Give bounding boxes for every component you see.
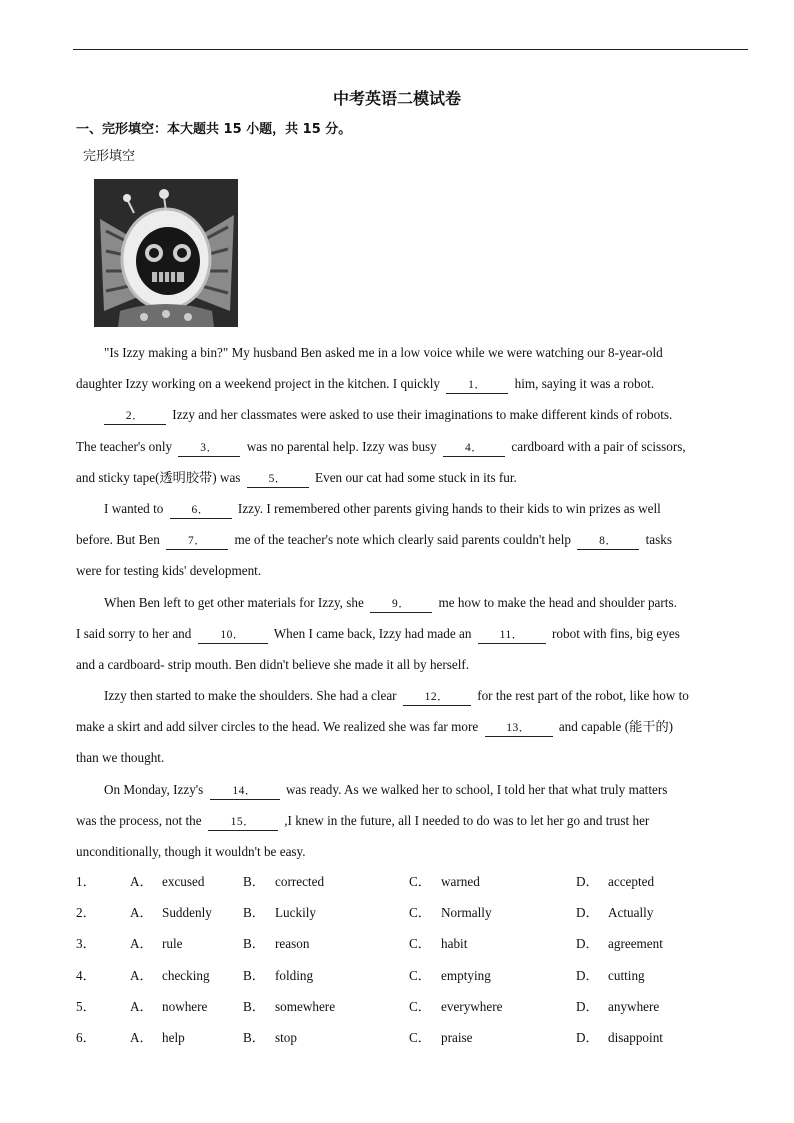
option-d[interactable] (576, 991, 659, 1022)
option-c[interactable] (409, 960, 491, 991)
option-b[interactable] (243, 928, 309, 959)
blank-8[interactable]: 8． (577, 534, 639, 550)
option-c[interactable] (409, 991, 503, 1022)
passage-text: were for testing kids' development. (76, 563, 262, 579)
option-letter: D． (576, 998, 599, 1014)
option-text: somewhere (275, 998, 336, 1014)
option-d[interactable] (576, 897, 653, 928)
passage-text: me how to make the head and shoulder parts. (438, 594, 677, 610)
passage-text: was ready. As we walked her to school, I told her that what truly matters (285, 781, 668, 797)
option-text: excused (162, 874, 205, 889)
option-text: corrected (275, 874, 325, 889)
passage-text: Izzy then started to make the shoulders. She had a clear (104, 688, 397, 704)
passage-line (76, 587, 748, 618)
passage-text: The teacher's only (76, 438, 173, 454)
option-text: folding (275, 967, 314, 983)
blank-4[interactable]: 4． (443, 441, 505, 457)
passage-text: before. But Ben (76, 532, 160, 548)
passage-text: me of the teacher's note which clearly said parents couldn't help (234, 532, 571, 548)
option-text: warned (441, 874, 480, 889)
option-c[interactable] (409, 928, 467, 959)
passage-text: tasks (645, 532, 672, 548)
passage-text: was the process, not the (76, 812, 202, 828)
option-letter: A． (130, 874, 153, 889)
blank-14[interactable]: 14． (210, 784, 280, 800)
passage-text: him, saying it was a robot. (514, 376, 655, 392)
header-rule (73, 49, 748, 50)
option-text: checking (162, 967, 210, 983)
option-text: Luckily (275, 905, 317, 921)
passage-line (76, 555, 748, 586)
passage-line (76, 649, 748, 680)
option-d[interactable] (576, 960, 645, 991)
passage-line (76, 462, 748, 493)
passage-line (76, 368, 748, 399)
option-text: cutting (608, 967, 645, 983)
option-text: reason (275, 936, 310, 952)
option-letter: A． (130, 905, 153, 921)
option-d[interactable] (576, 866, 654, 897)
option-text: Actually (608, 905, 654, 921)
passage-line (76, 337, 748, 368)
option-letter: A． (130, 998, 153, 1014)
option-letter: C． (409, 998, 431, 1014)
question-number: 3． (76, 936, 96, 952)
passage-line (76, 774, 748, 805)
question-2-options (76, 897, 748, 928)
passage-text: I wanted to (104, 500, 164, 516)
passage-text: was no parental help. Izzy was busy (246, 438, 437, 454)
cloze-passage (76, 337, 748, 867)
option-text: praise (441, 1029, 473, 1045)
question-6-options (76, 1022, 748, 1053)
question-5-options (76, 991, 748, 1022)
option-letter: B． (243, 998, 265, 1014)
passage-text: for the rest part of the robot, like how to (477, 688, 689, 704)
blank-6[interactable]: 6． (170, 503, 232, 519)
passage-text: robot with fins, big eyes (552, 625, 680, 641)
option-letter: D． (576, 874, 599, 889)
option-b[interactable] (243, 866, 324, 897)
option-text: emptying (441, 967, 491, 983)
option-text: disappoint (608, 1029, 663, 1045)
passage-text: Izzy. I remembered other parents giving hands to their kids to win prizes as well (237, 500, 661, 516)
blank-10[interactable]: 10． (198, 628, 268, 644)
passage-line (76, 399, 748, 430)
page-title: 中考英语二模试卷 (332, 89, 461, 108)
question-number: 6． (76, 1029, 96, 1045)
passage-line (76, 836, 748, 867)
option-a[interactable] (130, 897, 212, 928)
question-number: 2． (76, 905, 96, 921)
option-letter: D． (576, 967, 599, 983)
option-letter: D． (576, 1029, 599, 1045)
option-letter: D． (576, 905, 599, 921)
option-letter: A． (130, 967, 153, 983)
blank-7[interactable]: 7． (166, 534, 228, 550)
option-letter: A． (130, 936, 153, 952)
option-letter: B． (243, 1029, 265, 1045)
option-a[interactable] (130, 1022, 185, 1053)
option-text: habit (441, 936, 468, 952)
question-number: 5． (76, 998, 96, 1014)
option-d[interactable] (576, 1022, 663, 1053)
option-c[interactable] (409, 866, 480, 897)
option-letter: C． (409, 1029, 431, 1045)
robot-photo (94, 179, 238, 327)
option-text: everywhere (441, 998, 503, 1014)
option-b[interactable] (243, 897, 316, 928)
option-text: Normally (441, 905, 492, 921)
option-letter: C． (409, 874, 431, 889)
option-text: Suddenly (162, 905, 212, 921)
question-1-options (76, 866, 748, 897)
option-a[interactable] (130, 928, 183, 959)
passage-text: cardboard with a pair of scissors, (511, 438, 686, 454)
passage-text: Izzy and her classmates were asked to use their imaginations to make different kinds of robots. (172, 407, 673, 423)
option-b[interactable] (243, 1022, 297, 1053)
passage-text: make a skirt and add silver circles to the head. We realized she was far more (76, 719, 479, 735)
passage-text: On Monday, Izzy's (104, 781, 204, 797)
passage-text: unconditionally, though it wouldn't be easy. (76, 844, 306, 859)
passage-text: I said sorry to her and (76, 625, 192, 641)
option-letter: C． (409, 905, 431, 921)
section-heading: 一、完形填空：本大题共 15 小题，共 15 分。 (76, 122, 352, 137)
option-text: nowhere (162, 998, 208, 1014)
passage-line (76, 805, 748, 836)
option-letter: B． (243, 967, 265, 983)
blank-9[interactable]: 9． (370, 597, 432, 613)
option-text: help (162, 1029, 185, 1045)
passage-line (76, 680, 748, 711)
option-text: stop (275, 1029, 297, 1045)
option-letter: C． (409, 936, 431, 952)
passage-line (76, 493, 748, 524)
blank-15[interactable]: 15． (208, 815, 278, 831)
option-text: agreement (608, 936, 663, 952)
option-text: rule (162, 936, 183, 952)
option-a[interactable] (130, 960, 210, 991)
blank-11[interactable]: 11． (478, 628, 546, 644)
option-b[interactable] (243, 991, 335, 1022)
passage-text: When I came back, Izzy had made an (273, 625, 472, 641)
section-subheading: 完形填空 (83, 149, 136, 164)
answer-options (76, 866, 748, 1053)
passage-text: When Ben left to get other materials for Izzy, she (104, 594, 364, 610)
passage-line (76, 742, 748, 773)
blank-12[interactable]: 12． (403, 690, 471, 706)
option-letter: B． (243, 874, 265, 889)
option-text: accepted (608, 874, 655, 889)
passage-line (76, 524, 748, 555)
option-c[interactable] (409, 897, 492, 928)
passage-text: "Is Izzy making a bin?" My husband Ben asked me in a low voice while we were watching our 8-year-old (104, 345, 663, 360)
passage-line (76, 711, 748, 742)
question-number: 1． (76, 874, 96, 889)
passage-text: daughter Izzy working on a weekend project in the kitchen. I quickly (76, 376, 440, 392)
blank-13[interactable]: 13． (485, 721, 553, 737)
blank-5[interactable]: 5． (247, 472, 309, 488)
option-letter: D． (576, 936, 599, 952)
passage-text: than we thought. (76, 750, 165, 766)
passage-text: and sticky tape(透明胶带) was (76, 469, 241, 485)
question-3-options (76, 928, 748, 959)
option-a[interactable] (130, 866, 204, 897)
option-text: anywhere (608, 998, 660, 1014)
option-a[interactable] (130, 991, 207, 1022)
blank-3[interactable]: 3． (178, 441, 240, 457)
question-number: 4． (76, 967, 96, 983)
blank-1[interactable]: 1． (446, 378, 508, 394)
option-d[interactable] (576, 928, 663, 959)
passage-text: and a cardboard- strip mouth. Ben didn't believe she made it all by herself. (76, 656, 470, 672)
passage-line (76, 431, 748, 462)
option-letter: B． (243, 905, 265, 921)
passage-text: ,I knew in the future, all I needed to do was to let her go and trust her (284, 812, 650, 828)
passage-text: and capable (能干的) (558, 719, 674, 735)
passage-text: Even our cat had some stuck in its fur. (315, 469, 517, 485)
option-letter: A． (130, 1029, 153, 1045)
question-4-options (76, 960, 748, 991)
option-b[interactable] (243, 960, 313, 991)
passage-line (76, 618, 748, 649)
blank-2[interactable]: 2． (104, 409, 166, 425)
option-letter: C． (409, 967, 431, 983)
option-c[interactable] (409, 1022, 473, 1053)
option-letter: B． (243, 936, 265, 952)
